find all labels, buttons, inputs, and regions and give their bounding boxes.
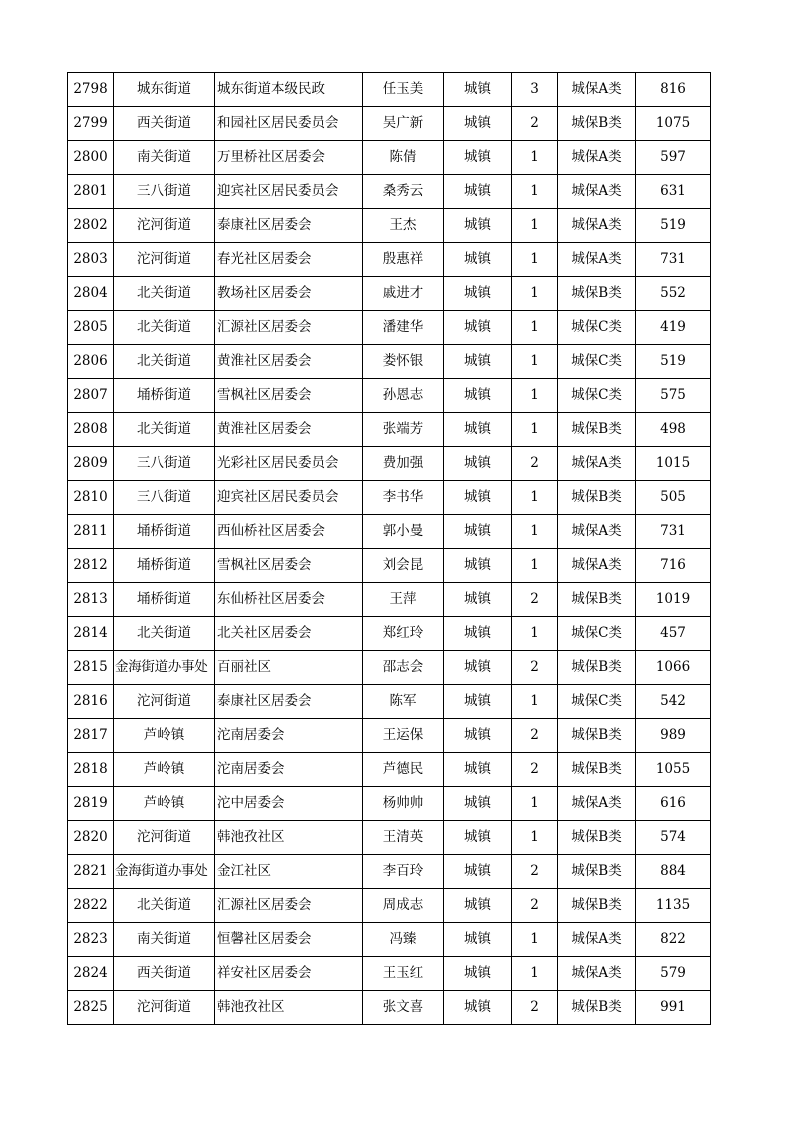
amount-cell: 1135 <box>636 889 711 923</box>
amount-cell: 616 <box>636 787 711 821</box>
household-size-cell: 1 <box>512 549 558 583</box>
street-cell: 北关街道 <box>114 413 215 447</box>
area-type-cell: 城镇 <box>444 583 512 617</box>
record-id-cell: 2820 <box>68 821 114 855</box>
community-cell: 韩池孜社区 <box>215 821 363 855</box>
area-type-cell: 城镇 <box>444 311 512 345</box>
community-cell: 祥安社区居委会 <box>215 957 363 991</box>
table-row <box>68 209 711 243</box>
person-name-cell: 张文喜 <box>363 991 444 1025</box>
record-id-cell: 2811 <box>68 515 114 549</box>
record-id-cell: 2814 <box>68 617 114 651</box>
insurance-category-cell: 城保C类 <box>558 379 636 413</box>
community-cell: 光彩社区居民委员会 <box>215 447 363 481</box>
amount-cell: 574 <box>636 821 711 855</box>
table-row <box>68 685 711 719</box>
record-id-cell: 2825 <box>68 991 114 1025</box>
street-cell: 三八街道 <box>114 447 215 481</box>
amount-cell: 552 <box>636 277 711 311</box>
insurance-category-cell: 城保A类 <box>558 141 636 175</box>
household-size-cell: 2 <box>512 889 558 923</box>
area-type-cell: 城镇 <box>444 481 512 515</box>
street-cell: 北关街道 <box>114 889 215 923</box>
insurance-category-cell: 城保B类 <box>558 583 636 617</box>
community-cell: 汇源社区居委会 <box>215 311 363 345</box>
household-size-cell: 2 <box>512 719 558 753</box>
amount-cell: 1055 <box>636 753 711 787</box>
area-type-cell: 城镇 <box>444 855 512 889</box>
insurance-category-cell: 城保A类 <box>558 787 636 821</box>
household-size-cell: 1 <box>512 141 558 175</box>
insurance-category-cell: 城保B类 <box>558 855 636 889</box>
area-type-cell: 城镇 <box>444 991 512 1025</box>
person-name-cell: 周成志 <box>363 889 444 923</box>
amount-cell: 731 <box>636 515 711 549</box>
household-size-cell: 1 <box>512 379 558 413</box>
household-size-cell: 1 <box>512 957 558 991</box>
street-cell: 芦岭镇 <box>114 719 215 753</box>
relief-roster-table <box>67 72 711 1025</box>
person-name-cell: 桑秀云 <box>363 175 444 209</box>
table-row <box>68 651 711 685</box>
amount-cell: 1015 <box>636 447 711 481</box>
record-id-cell: 2800 <box>68 141 114 175</box>
record-id-cell: 2815 <box>68 651 114 685</box>
insurance-category-cell: 城保B类 <box>558 821 636 855</box>
record-id-cell: 2816 <box>68 685 114 719</box>
community-cell: 西仙桥社区居委会 <box>215 515 363 549</box>
household-size-cell: 1 <box>512 685 558 719</box>
record-id-cell: 2809 <box>68 447 114 481</box>
amount-cell: 579 <box>636 957 711 991</box>
insurance-category-cell: 城保A类 <box>558 957 636 991</box>
insurance-category-cell: 城保C类 <box>558 345 636 379</box>
record-id-cell: 2802 <box>68 209 114 243</box>
household-size-cell: 1 <box>512 209 558 243</box>
amount-cell: 519 <box>636 345 711 379</box>
person-name-cell: 刘会昆 <box>363 549 444 583</box>
household-size-cell: 2 <box>512 855 558 889</box>
person-name-cell: 郭小曼 <box>363 515 444 549</box>
person-name-cell: 任玉美 <box>363 73 444 107</box>
community-cell: 迎宾社区居民委员会 <box>215 481 363 515</box>
table-row <box>68 379 711 413</box>
table-row <box>68 175 711 209</box>
area-type-cell: 城镇 <box>444 753 512 787</box>
record-id-cell: 2810 <box>68 481 114 515</box>
insurance-category-cell: 城保A类 <box>558 243 636 277</box>
street-cell: 城东街道 <box>114 73 215 107</box>
person-name-cell: 杨帅帅 <box>363 787 444 821</box>
household-size-cell: 1 <box>512 243 558 277</box>
household-size-cell: 1 <box>512 413 558 447</box>
community-cell: 黄淮社区居委会 <box>215 345 363 379</box>
table-row <box>68 753 711 787</box>
street-cell: 三八街道 <box>114 175 215 209</box>
household-size-cell: 1 <box>512 923 558 957</box>
person-name-cell: 王萍 <box>363 583 444 617</box>
household-size-cell: 1 <box>512 311 558 345</box>
community-cell: 雪枫社区居委会 <box>215 379 363 413</box>
area-type-cell: 城镇 <box>444 957 512 991</box>
community-cell: 雪枫社区居委会 <box>215 549 363 583</box>
street-cell: 埇桥街道 <box>114 583 215 617</box>
person-name-cell: 李百玲 <box>363 855 444 889</box>
insurance-category-cell: 城保C类 <box>558 685 636 719</box>
street-cell: 北关街道 <box>114 617 215 651</box>
table-row <box>68 515 711 549</box>
household-size-cell: 1 <box>512 481 558 515</box>
street-cell: 埇桥街道 <box>114 515 215 549</box>
record-id-cell: 2806 <box>68 345 114 379</box>
street-cell: 沱河街道 <box>114 209 215 243</box>
area-type-cell: 城镇 <box>444 243 512 277</box>
person-name-cell: 王杰 <box>363 209 444 243</box>
record-id-cell: 2818 <box>68 753 114 787</box>
person-name-cell: 王运保 <box>363 719 444 753</box>
amount-cell: 419 <box>636 311 711 345</box>
community-cell: 沱南居委会 <box>215 753 363 787</box>
person-name-cell: 张端芳 <box>363 413 444 447</box>
amount-cell: 597 <box>636 141 711 175</box>
area-type-cell: 城镇 <box>444 345 512 379</box>
street-cell: 北关街道 <box>114 345 215 379</box>
record-id-cell: 2822 <box>68 889 114 923</box>
community-cell: 北关社区居委会 <box>215 617 363 651</box>
record-id-cell: 2823 <box>68 923 114 957</box>
person-name-cell: 戚进才 <box>363 277 444 311</box>
household-size-cell: 3 <box>512 73 558 107</box>
household-size-cell: 1 <box>512 787 558 821</box>
insurance-category-cell: 城保A类 <box>558 175 636 209</box>
person-name-cell: 娄怀银 <box>363 345 444 379</box>
record-id-cell: 2801 <box>68 175 114 209</box>
street-cell: 埇桥街道 <box>114 379 215 413</box>
person-name-cell: 王清英 <box>363 821 444 855</box>
amount-cell: 575 <box>636 379 711 413</box>
insurance-category-cell: 城保C类 <box>558 617 636 651</box>
record-id-cell: 2824 <box>68 957 114 991</box>
area-type-cell: 城镇 <box>444 617 512 651</box>
record-id-cell: 2812 <box>68 549 114 583</box>
amount-cell: 822 <box>636 923 711 957</box>
community-cell: 黄淮社区居委会 <box>215 413 363 447</box>
street-cell: 沱河街道 <box>114 991 215 1025</box>
amount-cell: 989 <box>636 719 711 753</box>
insurance-category-cell: 城保A类 <box>558 447 636 481</box>
table-row <box>68 107 711 141</box>
amount-cell: 542 <box>636 685 711 719</box>
person-name-cell: 芦德民 <box>363 753 444 787</box>
amount-cell: 1075 <box>636 107 711 141</box>
table-row <box>68 447 711 481</box>
street-cell: 西关街道 <box>114 957 215 991</box>
street-cell: 三八街道 <box>114 481 215 515</box>
household-size-cell: 2 <box>512 447 558 481</box>
person-name-cell: 孙恩志 <box>363 379 444 413</box>
person-name-cell: 吴广新 <box>363 107 444 141</box>
table-row <box>68 787 711 821</box>
area-type-cell: 城镇 <box>444 549 512 583</box>
insurance-category-cell: 城保B类 <box>558 277 636 311</box>
person-name-cell: 冯臻 <box>363 923 444 957</box>
community-cell: 万里桥社区居委会 <box>215 141 363 175</box>
community-cell: 恒馨社区居委会 <box>215 923 363 957</box>
household-size-cell: 1 <box>512 345 558 379</box>
community-cell: 泰康社区居委会 <box>215 209 363 243</box>
insurance-category-cell: 城保C类 <box>558 311 636 345</box>
community-cell: 泰康社区居委会 <box>215 685 363 719</box>
table-row <box>68 821 711 855</box>
community-cell: 百丽社区 <box>215 651 363 685</box>
area-type-cell: 城镇 <box>444 209 512 243</box>
community-cell: 金江社区 <box>215 855 363 889</box>
area-type-cell: 城镇 <box>444 175 512 209</box>
insurance-category-cell: 城保B类 <box>558 651 636 685</box>
household-size-cell: 1 <box>512 277 558 311</box>
street-cell: 西关街道 <box>114 107 215 141</box>
community-cell: 迎宾社区居民委员会 <box>215 175 363 209</box>
insurance-category-cell: 城保A类 <box>558 515 636 549</box>
area-type-cell: 城镇 <box>444 651 512 685</box>
table-row <box>68 719 711 753</box>
community-cell: 沱南居委会 <box>215 719 363 753</box>
household-size-cell: 1 <box>512 175 558 209</box>
record-id-cell: 2807 <box>68 379 114 413</box>
street-cell: 北关街道 <box>114 277 215 311</box>
table-row <box>68 277 711 311</box>
community-cell: 春光社区居委会 <box>215 243 363 277</box>
amount-cell: 498 <box>636 413 711 447</box>
record-id-cell: 2808 <box>68 413 114 447</box>
table-row <box>68 73 711 107</box>
record-id-cell: 2799 <box>68 107 114 141</box>
area-type-cell: 城镇 <box>444 787 512 821</box>
community-cell: 东仙桥社区居委会 <box>215 583 363 617</box>
table-row <box>68 549 711 583</box>
insurance-category-cell: 城保B类 <box>558 753 636 787</box>
area-type-cell: 城镇 <box>444 379 512 413</box>
area-type-cell: 城镇 <box>444 821 512 855</box>
community-cell: 城东街道本级民政 <box>215 73 363 107</box>
area-type-cell: 城镇 <box>444 889 512 923</box>
area-type-cell: 城镇 <box>444 685 512 719</box>
amount-cell: 716 <box>636 549 711 583</box>
insurance-category-cell: 城保B类 <box>558 107 636 141</box>
person-name-cell: 郑红玲 <box>363 617 444 651</box>
person-name-cell: 殷惠祥 <box>363 243 444 277</box>
table-row <box>68 141 711 175</box>
amount-cell: 505 <box>636 481 711 515</box>
amount-cell: 457 <box>636 617 711 651</box>
street-cell: 芦岭镇 <box>114 753 215 787</box>
street-cell: 埇桥街道 <box>114 549 215 583</box>
record-id-cell: 2804 <box>68 277 114 311</box>
record-id-cell: 2819 <box>68 787 114 821</box>
area-type-cell: 城镇 <box>444 447 512 481</box>
amount-cell: 1066 <box>636 651 711 685</box>
street-cell: 沱河街道 <box>114 685 215 719</box>
table-row <box>68 923 711 957</box>
person-name-cell: 李书华 <box>363 481 444 515</box>
household-size-cell: 2 <box>512 753 558 787</box>
street-cell: 金海街道办事处 <box>114 651 215 685</box>
street-cell: 沱河街道 <box>114 821 215 855</box>
area-type-cell: 城镇 <box>444 277 512 311</box>
area-type-cell: 城镇 <box>444 515 512 549</box>
table-row <box>68 481 711 515</box>
household-size-cell: 1 <box>512 821 558 855</box>
table-body <box>68 73 711 1025</box>
table-row <box>68 889 711 923</box>
table-row <box>68 345 711 379</box>
street-cell: 北关街道 <box>114 311 215 345</box>
person-name-cell: 费加强 <box>363 447 444 481</box>
person-name-cell: 邵志会 <box>363 651 444 685</box>
insurance-category-cell: 城保B类 <box>558 719 636 753</box>
amount-cell: 884 <box>636 855 711 889</box>
table-row <box>68 957 711 991</box>
table-row <box>68 311 711 345</box>
community-cell: 和园社区居民委员会 <box>215 107 363 141</box>
person-name-cell: 潘建华 <box>363 311 444 345</box>
amount-cell: 1019 <box>636 583 711 617</box>
area-type-cell: 城镇 <box>444 413 512 447</box>
record-id-cell: 2821 <box>68 855 114 889</box>
table-row <box>68 855 711 889</box>
amount-cell: 631 <box>636 175 711 209</box>
household-size-cell: 1 <box>512 515 558 549</box>
insurance-category-cell: 城保B类 <box>558 991 636 1025</box>
community-cell: 汇源社区居委会 <box>215 889 363 923</box>
area-type-cell: 城镇 <box>444 107 512 141</box>
household-size-cell: 1 <box>512 617 558 651</box>
insurance-category-cell: 城保A类 <box>558 549 636 583</box>
insurance-category-cell: 城保B类 <box>558 481 636 515</box>
person-name-cell: 王玉红 <box>363 957 444 991</box>
household-size-cell: 2 <box>512 583 558 617</box>
street-cell: 南关街道 <box>114 923 215 957</box>
household-size-cell: 2 <box>512 107 558 141</box>
record-id-cell: 2803 <box>68 243 114 277</box>
record-id-cell: 2813 <box>68 583 114 617</box>
household-size-cell: 2 <box>512 651 558 685</box>
table-row <box>68 413 711 447</box>
insurance-category-cell: 城保A类 <box>558 209 636 243</box>
insurance-category-cell: 城保B类 <box>558 889 636 923</box>
insurance-category-cell: 城保A类 <box>558 73 636 107</box>
table-row <box>68 583 711 617</box>
insurance-category-cell: 城保B类 <box>558 413 636 447</box>
table-row <box>68 991 711 1025</box>
person-name-cell: 陈军 <box>363 685 444 719</box>
amount-cell: 519 <box>636 209 711 243</box>
area-type-cell: 城镇 <box>444 73 512 107</box>
amount-cell: 991 <box>636 991 711 1025</box>
street-cell: 芦岭镇 <box>114 787 215 821</box>
community-cell: 韩池孜社区 <box>215 991 363 1025</box>
street-cell: 南关街道 <box>114 141 215 175</box>
community-cell: 沱中居委会 <box>215 787 363 821</box>
street-cell: 沱河街道 <box>114 243 215 277</box>
household-size-cell: 2 <box>512 991 558 1025</box>
table-row <box>68 243 711 277</box>
amount-cell: 731 <box>636 243 711 277</box>
street-cell: 金海街道办事处 <box>114 855 215 889</box>
record-id-cell: 2798 <box>68 73 114 107</box>
table-row <box>68 617 711 651</box>
person-name-cell: 陈倩 <box>363 141 444 175</box>
amount-cell: 816 <box>636 73 711 107</box>
community-cell: 教场社区居委会 <box>215 277 363 311</box>
record-id-cell: 2805 <box>68 311 114 345</box>
insurance-category-cell: 城保A类 <box>558 923 636 957</box>
area-type-cell: 城镇 <box>444 719 512 753</box>
area-type-cell: 城镇 <box>444 141 512 175</box>
record-id-cell: 2817 <box>68 719 114 753</box>
area-type-cell: 城镇 <box>444 923 512 957</box>
